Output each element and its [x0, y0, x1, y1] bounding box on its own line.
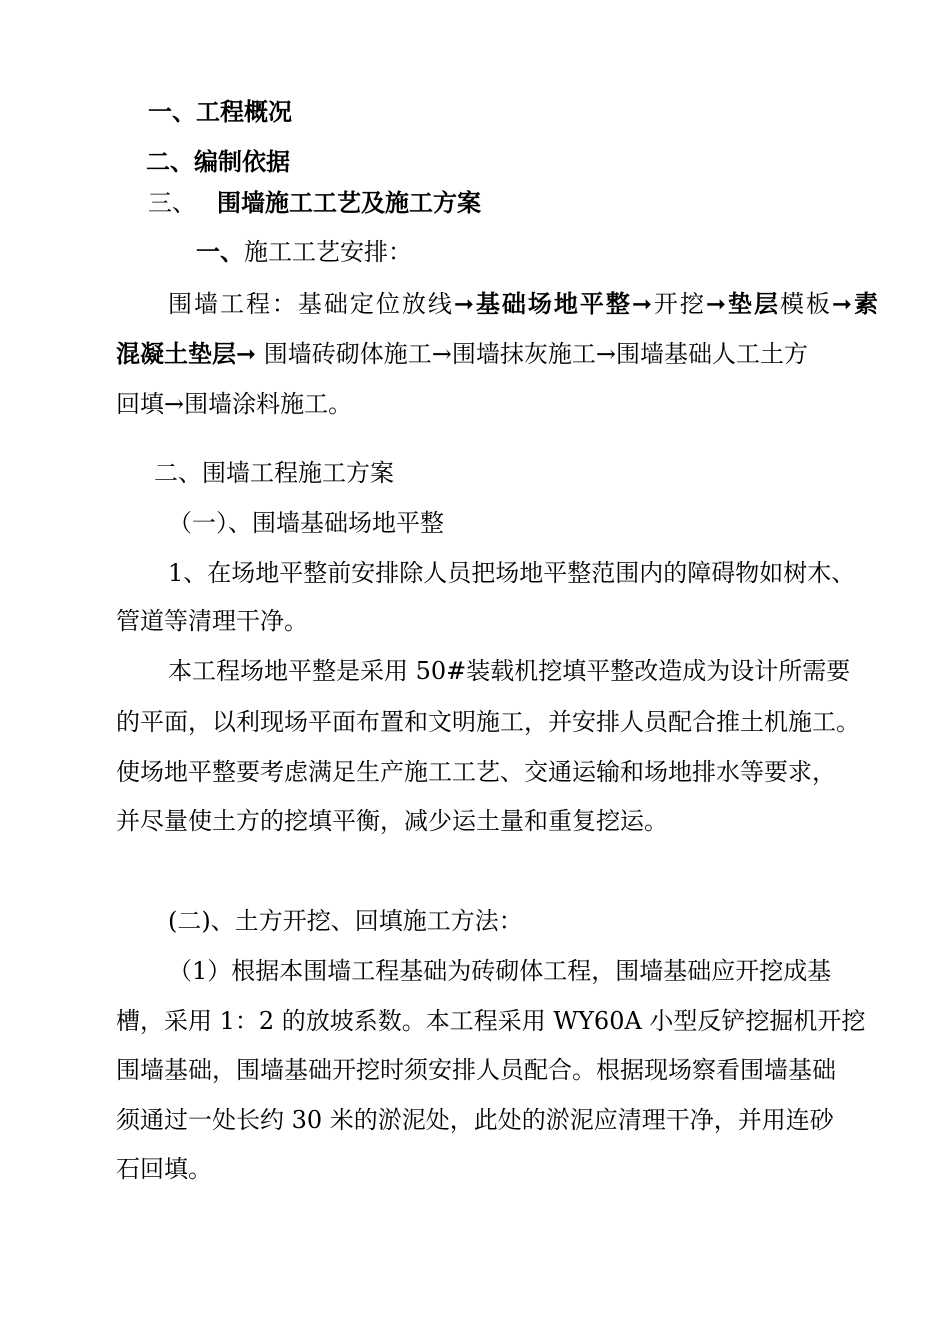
paragraph-3-line-2: 槽，采用 1：2 的放坡系数。本工程采用 WY60A 小型反铲挖掘机开挖 [116, 1007, 866, 1035]
paragraph-2-line-1: 本工程场地平整是采用 50#装载机挖填平整改造成为设计所需要 [168, 657, 851, 685]
paragraph-2-line-3: 使场地平整要考虑满足生产施工工艺、交通运输和场地排水等要求， [116, 758, 836, 786]
process-line-1 [168, 289, 878, 319]
subheading-process [196, 237, 412, 267]
heading-project-overview: 一、工程概况 [148, 98, 292, 126]
heading-3-number: 三、 [148, 189, 196, 217]
process-step-5: 模板 [779, 290, 832, 318]
paragraph-1-line-1: 1、在场地平整前安排除人员把场地平整范围内的障碍物如树木、 [168, 559, 856, 587]
arrow-right-icon: ➞ [631, 290, 652, 318]
subheading-process-text: 施工工艺安排： [244, 238, 412, 266]
section-2-title: 二、围墙工程施工方案 [154, 459, 394, 487]
subheading-process-number: 一、 [196, 238, 244, 266]
process-step-7: 混凝土垫层 [116, 340, 236, 368]
process-step-3: 开挖 [651, 290, 706, 318]
paragraph-2-line-2: 的平面，以利现场平面布置和文明施工，并安排人员配合推土机施工。 [116, 708, 860, 736]
arrow-right-icon: ➞ [831, 290, 853, 318]
paragraph-2-line-4: 并尽量使土方的挖填平衡，减少运土量和重复挖运。 [116, 807, 668, 835]
arrow-right-icon: ➞ [453, 290, 474, 318]
arrow-right-icon: ➞ [236, 340, 257, 368]
process-step-6: 素 [852, 290, 879, 318]
heading-3-title: 围墙施工工艺及施工方案 [217, 189, 481, 217]
paragraph-1-line-2: 管道等清理干净。 [116, 607, 308, 635]
process-step-8: 围墙砖砌体施工→围墙抹灰施工→围墙基础人工土方 [256, 340, 808, 368]
section-2-sub-1: （一）、围墙基础场地平整 [168, 509, 444, 537]
paragraph-3-line-4: 须通过一处长约 30 米的淤泥处，此处的淤泥应清理干净，并用连砂 [116, 1106, 834, 1134]
process-line-3: 回填→围墙涂料施工。 [116, 390, 353, 418]
process-step-1: 围墙工程：基础定位放线 [168, 290, 454, 318]
arrow-right-icon: ➞ [705, 290, 726, 318]
paragraph-3-line-3: 围墙基础，围墙基础开挖时须安排人员配合。根据现场察看围墙基础 [116, 1056, 836, 1084]
process-step-2: 基础场地平整 [473, 290, 632, 318]
process-line-2 [116, 339, 808, 369]
heading-basis: 二、编制依据 [146, 148, 290, 176]
section-2-sub-2: (二)、土方开挖、回填施工方法： [168, 907, 523, 935]
paragraph-3-line-5: 石回填。 [116, 1155, 212, 1183]
paragraph-3-line-1: （1）根据本围墙工程基础为砖砌体工程，围墙基础应开挖成基 [168, 957, 832, 985]
process-step-4: 垫层 [726, 290, 780, 318]
